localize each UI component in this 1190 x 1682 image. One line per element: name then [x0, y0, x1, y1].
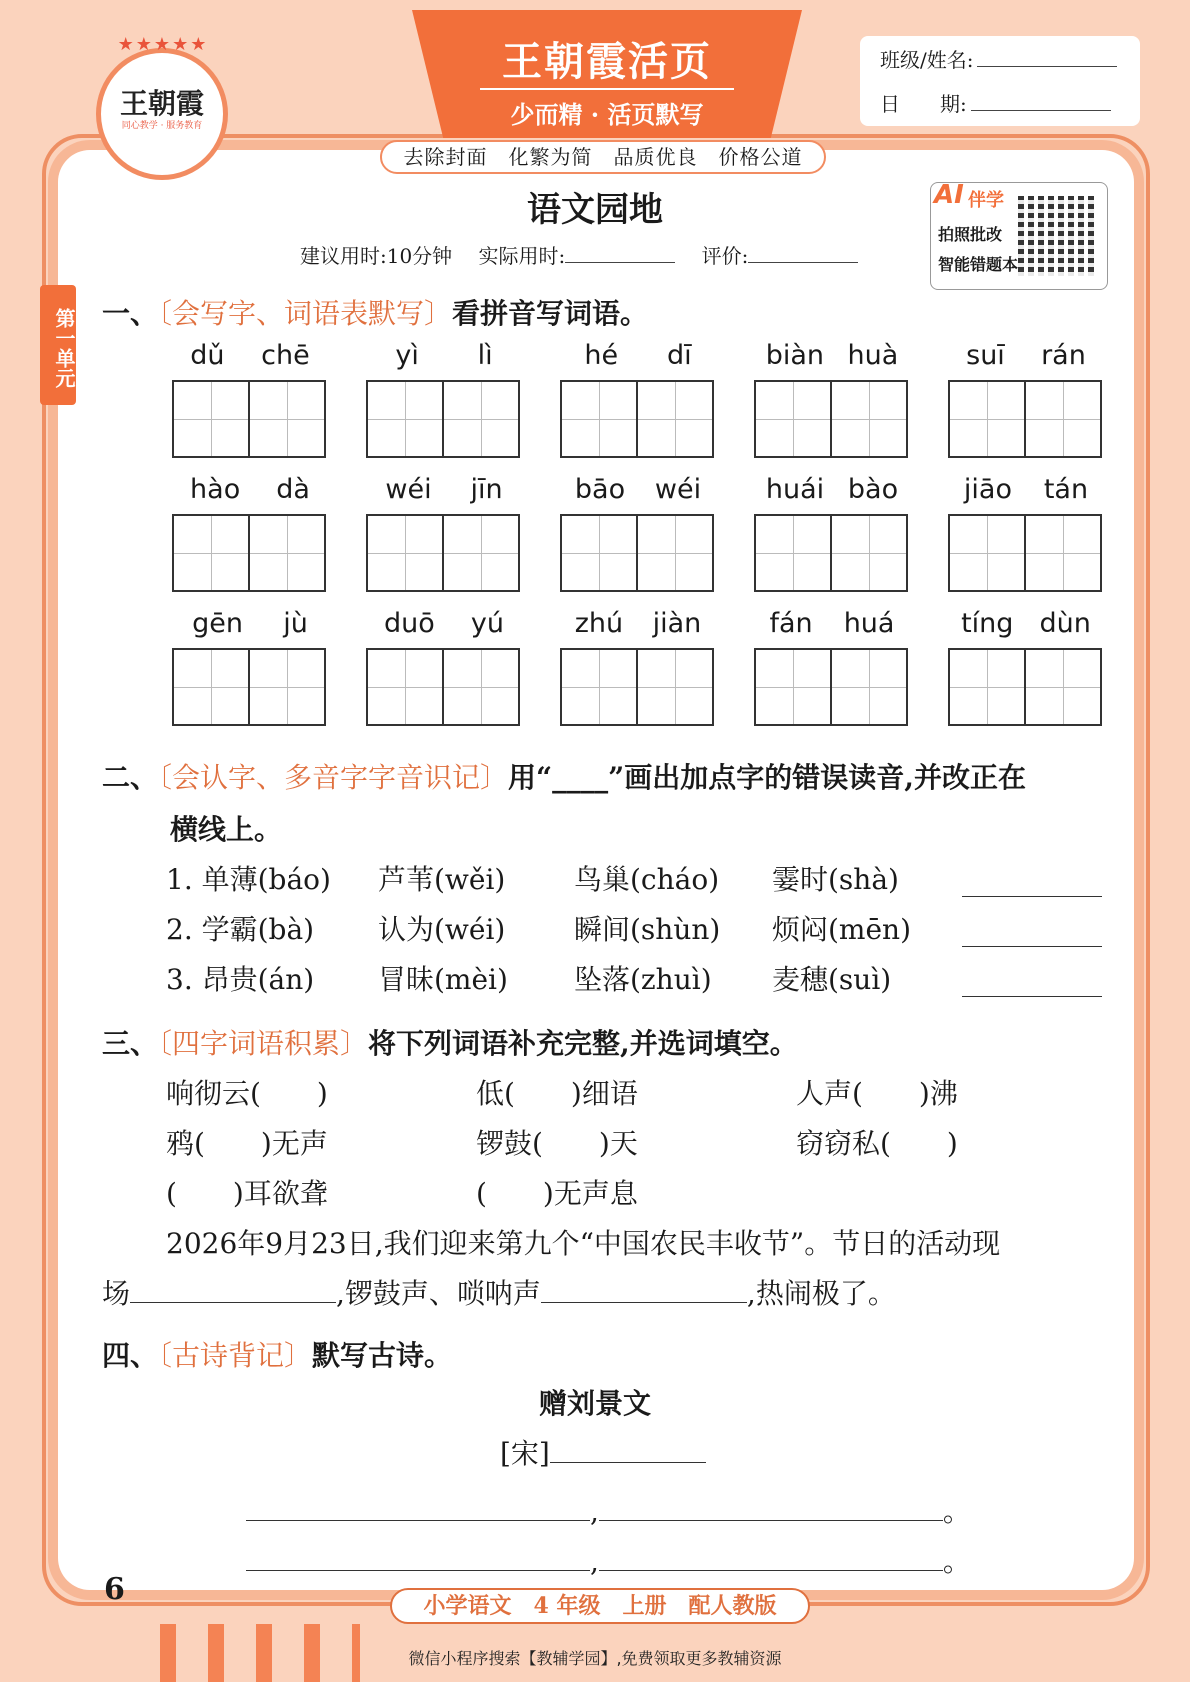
pinyin-word [366, 608, 522, 726]
tian-ge-box[interactable] [832, 514, 908, 592]
idiom-item[interactable]: 锣鼓( )天 [476, 1127, 638, 1160]
fill-blank-1[interactable] [130, 1302, 336, 1303]
pinyin-word [948, 474, 1104, 592]
eval-blank[interactable] [748, 262, 858, 263]
tian-ge-box[interactable] [560, 648, 638, 726]
poem-comma-1: , [590, 1495, 599, 1528]
idiom-item[interactable]: 人声( )沸 [796, 1077, 958, 1110]
actual-time-label: 实际用时: [478, 244, 566, 268]
actual-time-blank[interactable] [565, 262, 675, 263]
pinyin-syllable: huá [843, 608, 895, 639]
section3-paragraph-line2 [102, 1272, 896, 1312]
pinyin-text [754, 340, 910, 380]
idiom-item[interactable]: ( )耳欲聋 [166, 1177, 328, 1210]
writing-boxes [948, 514, 1104, 592]
class-name-row[interactable] [880, 44, 1117, 73]
writing-boxes [754, 648, 910, 726]
writing-boxes [172, 514, 328, 592]
section1-tag: 〔会写字、词语表默写〕 [158, 297, 453, 330]
pinyin-text [754, 474, 910, 514]
writing-boxes [560, 514, 716, 592]
pronunciation-item: 鸟巢(cháo) [574, 863, 720, 896]
page-number: 6 [104, 1572, 125, 1607]
pinyin-syllable: jiāo [963, 474, 1012, 505]
page-title: 语文园地 [527, 190, 663, 230]
pinyin-syllable: biàn [765, 340, 825, 371]
para-part-a: 场 [102, 1277, 131, 1310]
tian-ge-box[interactable] [172, 648, 250, 726]
section4-num: 四、 [102, 1339, 159, 1372]
class-name-line[interactable] [977, 66, 1117, 67]
date-label: 日 期: [880, 92, 967, 116]
pinyin-syllable: wéi [654, 474, 702, 505]
poem-author-blank[interactable] [550, 1462, 706, 1463]
poem-period-2: 。 [942, 1545, 971, 1578]
tian-ge-box[interactable] [638, 514, 714, 592]
idiom-item[interactable]: 窃窃私( ) [796, 1127, 958, 1160]
tian-ge-box[interactable] [366, 514, 444, 592]
pinyin-text [366, 340, 522, 380]
student-info-box [860, 36, 1140, 126]
qr-line1: 拍照批改 [938, 225, 1003, 244]
section2-text: 用“____”画出加点字的错误读音,并改正在 [508, 761, 1026, 794]
pronunciation-item: 认为(wéi) [378, 913, 506, 946]
pinyin-syllable: zhú [574, 608, 624, 639]
pinyin-word [560, 608, 716, 726]
pronunciation-item: 麦穗(suì) [772, 963, 892, 996]
pinyin-word [560, 474, 716, 592]
writing-boxes [754, 514, 910, 592]
poem-line-2 [246, 1540, 971, 1580]
pinyin-syllable: yú [470, 608, 504, 639]
writing-boxes [366, 648, 522, 726]
tian-ge-box[interactable] [560, 514, 638, 592]
writing-boxes [948, 648, 1104, 726]
pinyin-text [948, 340, 1104, 380]
pinyin-syllable: duō [384, 608, 435, 639]
writing-boxes [560, 380, 716, 458]
pronunciation-item: 瞬间(shùn) [574, 913, 721, 946]
qr-text [938, 220, 1018, 280]
pinyin-word [366, 340, 522, 458]
section3-num: 三、 [102, 1027, 159, 1060]
tian-ge-box[interactable] [444, 648, 520, 726]
pronunciation-item: 1. 单薄(báo) [166, 863, 331, 896]
pronunciation-item: 冒昧(mèi) [378, 963, 508, 996]
eval-label: 评价: [701, 244, 749, 268]
correction-blank[interactable] [962, 946, 1102, 947]
section2-text-cont: 横线上。 [170, 813, 283, 846]
qr-line2: 智能错题本 [938, 255, 1019, 274]
pinyin-text [560, 340, 716, 380]
banner-title: 王朝霞活页 [502, 38, 712, 85]
idiom-item[interactable]: 鸦( )无声 [166, 1127, 328, 1160]
section2-tag: 〔会认字、多音字字音识记〕 [158, 761, 509, 794]
pinyin-syllable: lì [477, 340, 493, 371]
tian-ge-box[interactable] [754, 514, 832, 592]
tian-ge-box[interactable] [250, 514, 326, 592]
tian-ge-box[interactable] [638, 648, 714, 726]
pinyin-word [172, 608, 328, 726]
logo-text: 王朝霞 [119, 87, 204, 120]
pinyin-word [366, 474, 522, 592]
poem-line-1 [246, 1490, 971, 1530]
date-line[interactable] [971, 110, 1111, 111]
section1-num: 一、 [102, 297, 159, 330]
fill-blank-2[interactable] [541, 1302, 747, 1303]
pinyin-syllable: wéi [385, 474, 432, 505]
pinyin-text [948, 608, 1104, 648]
tian-ge-box[interactable] [444, 380, 520, 458]
pinyin-text [560, 474, 716, 514]
book-info: 小学语文 4 年级 上册 配人教版 [390, 1588, 810, 1624]
tian-ge-box[interactable] [948, 380, 1026, 458]
tian-ge-box[interactable] [172, 380, 250, 458]
pinyin-syllable: fán [769, 608, 813, 639]
pinyin-word [754, 608, 910, 726]
logo-stars: ★★★★★ [117, 34, 209, 55]
writing-boxes [366, 514, 522, 592]
para-part-c: ,热闹极了。 [746, 1277, 896, 1310]
pronunciation-item: 2. 学霸(bà) [166, 913, 315, 946]
section3-heading [102, 1022, 798, 1062]
pinyin-word [172, 340, 328, 458]
pinyin-syllable: huà [847, 340, 899, 371]
poem-blank-1b[interactable] [599, 1520, 943, 1521]
section2-heading [102, 756, 1026, 796]
pinyin-text [366, 608, 522, 648]
tian-ge-box[interactable] [250, 380, 326, 458]
pinyin-syllable: tán [1043, 474, 1089, 505]
pronunciation-item: 芦苇(wěi) [378, 863, 506, 896]
writing-boxes [754, 380, 910, 458]
correction-blank[interactable] [962, 896, 1102, 897]
pinyin-word [754, 474, 910, 592]
pinyin-text [366, 474, 522, 514]
tian-ge-box[interactable] [366, 380, 444, 458]
pinyin-syllable: hào [190, 474, 241, 505]
tian-ge-box[interactable] [250, 648, 326, 726]
tian-ge-box[interactable] [1026, 648, 1102, 726]
ai-label: AI [934, 180, 964, 210]
poem-period-1: 。 [942, 1495, 971, 1528]
section4-tag: 〔古诗背记〕 [158, 1339, 313, 1372]
section3-paragraph-line1: 2026年9月23日,我们迎来第九个“中国农民丰收节”。节日的活动现 [166, 1227, 1001, 1260]
writing-boxes [560, 648, 716, 726]
slogan: 去除封面 化繁为简 品质优良 价格公道 [380, 140, 826, 174]
section4-heading [102, 1334, 452, 1374]
pinyin-syllable: dùn [1039, 608, 1091, 639]
class-name-label: 班级/姓名: [880, 48, 974, 72]
idiom-item[interactable]: 响彻云( ) [166, 1077, 328, 1110]
pinyin-syllable: yì [395, 340, 419, 371]
pinyin-text [172, 340, 328, 380]
pinyin-syllable: huái [765, 474, 825, 505]
pronunciation-item: 烦闷(mēn) [772, 913, 912, 946]
poem-blank-2a[interactable] [246, 1570, 590, 1571]
pinyin-syllable: bāo [574, 474, 626, 505]
pronunciation-item: 霎时(shà) [772, 863, 899, 896]
idiom-item[interactable]: ( )无声息 [476, 1177, 638, 1210]
section2-num: 二、 [102, 761, 159, 794]
poem-dynasty: [宋] [500, 1437, 550, 1470]
para-part-b: ,锣鼓声、唢呐声 [336, 1277, 541, 1310]
pinyin-text [948, 474, 1104, 514]
poem-blank-1a[interactable] [246, 1520, 590, 1521]
pinyin-word [172, 474, 328, 592]
section3-text: 将下列词语补充完整,并选词填空。 [368, 1027, 798, 1060]
pinyin-text [560, 608, 716, 648]
tian-ge-box[interactable] [754, 380, 832, 458]
poem-title: 赠刘景文 [538, 1387, 651, 1420]
pinyin-text [172, 474, 328, 514]
tian-ge-box[interactable] [948, 514, 1026, 592]
pinyin-text [754, 608, 910, 648]
writing-boxes [172, 648, 328, 726]
ai-sub-label: 伴学 [968, 190, 1004, 211]
pinyin-syllable: dī [666, 340, 692, 371]
pinyin-syllable: jù [283, 608, 308, 639]
banner-divider [480, 88, 734, 90]
section1-heading [102, 292, 648, 332]
pinyin-syllable: suī [966, 340, 1005, 371]
suggested-time: 建议用时:10分钟 [300, 244, 453, 268]
pinyin-syllable: hé [584, 340, 619, 371]
date-row[interactable] [880, 88, 1111, 117]
pinyin-syllable: gēn [192, 608, 243, 639]
tian-ge-box[interactable] [638, 380, 714, 458]
tian-ge-box[interactable] [444, 514, 520, 592]
tian-ge-box[interactable] [1026, 514, 1102, 592]
section1-text: 看拼音写词语。 [452, 297, 649, 330]
writing-boxes [366, 380, 522, 458]
correction-blank[interactable] [962, 996, 1102, 997]
tian-ge-box[interactable] [832, 648, 908, 726]
poem-blank-2b[interactable] [599, 1570, 943, 1571]
idiom-item[interactable]: 低( )细语 [476, 1077, 638, 1110]
pinyin-syllable: bào [847, 474, 899, 505]
pinyin-word [754, 340, 910, 458]
tian-ge-box[interactable] [1026, 380, 1102, 458]
pinyin-syllable: tíng [961, 608, 1014, 639]
banner-subtitle: 少而精 · 活页默写 [510, 100, 704, 129]
pinyin-syllable: jiàn [652, 608, 702, 639]
qr-code-icon[interactable] [1018, 196, 1098, 276]
pinyin-syllable: chē [261, 340, 310, 371]
writing-boxes [948, 380, 1104, 458]
promo-text: 微信小程序搜索【教辅学园】,免费领取更多教辅资源 [408, 1649, 782, 1668]
writing-boxes [172, 380, 328, 458]
tian-ge-box[interactable] [560, 380, 638, 458]
section4-text: 默写古诗。 [312, 1339, 453, 1372]
poem-author-row [500, 1432, 706, 1472]
tian-ge-box[interactable] [832, 380, 908, 458]
logo-tag: 同心教学 · 服务教育 [121, 121, 203, 131]
timing-row [300, 240, 878, 269]
tian-ge-box[interactable] [948, 648, 1026, 726]
pinyin-word [948, 608, 1104, 726]
tian-ge-box[interactable] [172, 514, 250, 592]
tian-ge-box[interactable] [754, 648, 832, 726]
tian-ge-box[interactable] [366, 648, 444, 726]
unit-tab: 第一单元 [40, 285, 76, 405]
pinyin-word [560, 340, 716, 458]
pinyin-syllable: dà [276, 474, 310, 505]
section3-tag: 〔四字词语积累〕 [158, 1027, 369, 1060]
pronunciation-item: 坠落(zhuì) [574, 963, 712, 996]
pinyin-word [948, 340, 1104, 458]
pronunciation-item: 3. 昂贵(án) [166, 963, 315, 996]
pinyin-syllable: jīn [470, 474, 503, 505]
poem-comma-2: , [590, 1545, 599, 1578]
pinyin-syllable: dǔ [190, 340, 225, 371]
pinyin-text [172, 608, 328, 648]
pinyin-syllable: rán [1041, 340, 1086, 371]
